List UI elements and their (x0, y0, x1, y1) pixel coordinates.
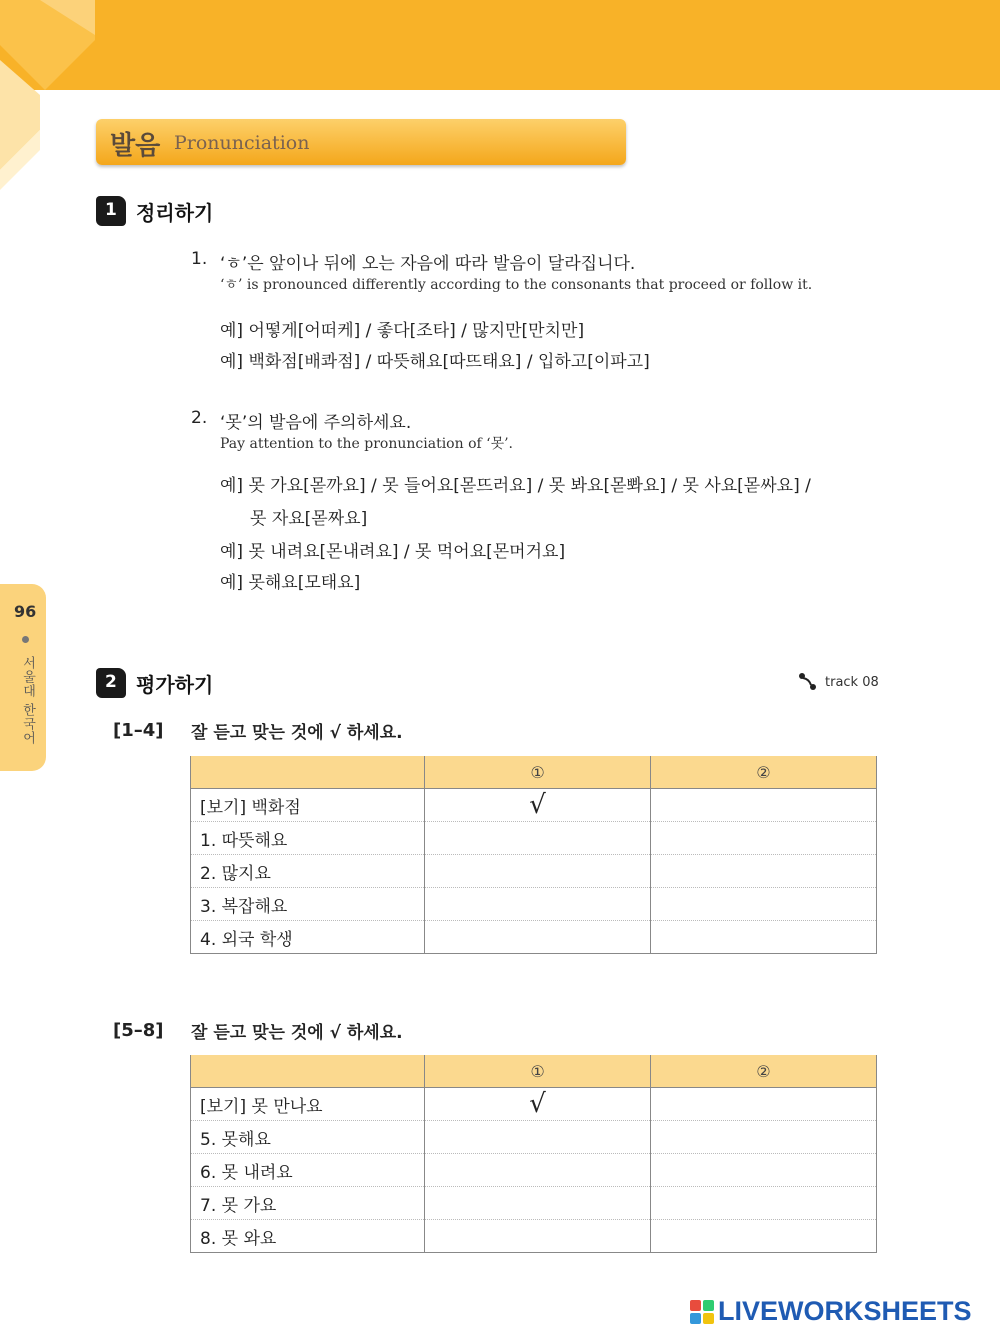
row-label: 1. 따뜻해요 (191, 822, 425, 855)
logo-icon (690, 1300, 714, 1324)
page-number: 96 (14, 602, 37, 621)
section-title-korean: 발음 (110, 131, 161, 161)
logo-text: LIVEWORKSHEETS (718, 1296, 972, 1326)
question-range: [1–4] (113, 720, 164, 741)
table-header-row (191, 1055, 877, 1088)
row-label: 2. 많지요 (191, 855, 425, 888)
corner-decoration (0, 0, 100, 200)
table-header-option-2: ② (650, 1055, 876, 1088)
question-group-1-heading (113, 718, 403, 743)
headphone-icon (797, 671, 819, 693)
evaluation-heading-label: 평가하기 (136, 672, 214, 697)
row-label: [보기] 못 만나요 (191, 1088, 425, 1121)
answer-cell-option-1[interactable] (425, 789, 650, 822)
answer-cell-option-2[interactable] (650, 1220, 876, 1253)
answer-cell-option-2[interactable] (650, 1154, 876, 1187)
rule-2-number: 2. (191, 408, 208, 428)
evaluation-heading (96, 667, 213, 699)
table-header-row (191, 756, 877, 789)
question-instruction: 잘 듣고 맞는 것에 √ 하세요. (191, 1023, 403, 1043)
rule-2-example-2: 예] 못 내려요[몬내려요] / 못 먹어요[몬머거요] (220, 542, 566, 562)
rule-1-number: 1. (191, 249, 208, 269)
rule-2-english: Pay attention to the pronunciation of ‘못’. (220, 436, 514, 452)
table-header-option-1: ① (425, 1055, 650, 1088)
liveworksheets-logo (690, 1296, 972, 1327)
top-banner-bar (0, 0, 1000, 90)
page-dot (22, 636, 29, 643)
audio-track[interactable] (797, 671, 879, 693)
rule-1-example-1: 예] 어떻게[어떠케] / 좋다[조타] / 많지만[만치만] (220, 321, 585, 341)
answer-cell-option-2[interactable] (650, 855, 876, 888)
table-row (191, 1154, 877, 1187)
row-label: 8. 못 와요 (191, 1220, 425, 1253)
table-row (191, 1220, 877, 1253)
answer-cell-option-2[interactable] (650, 1187, 876, 1220)
table-row (191, 888, 877, 921)
answer-cell-option-2[interactable] (650, 1088, 876, 1121)
table-row (191, 1121, 877, 1154)
rule-1-korean: ‘ㅎ’은 앞이나 뒤에 오는 자음에 따라 발음이 달라집니다. (220, 254, 636, 274)
rule-2-example-1: 예] 못 가요[몯까요] / 못 들어요[몯뜨러요] / 못 봐요[몯뽜요] / 못 사요[몯싸요] / (220, 476, 811, 496)
row-label: 4. 외국 학생 (191, 921, 425, 954)
answer-cell-option-2[interactable] (650, 888, 876, 921)
row-label: [보기] 백화점 (191, 789, 425, 822)
answer-cell-option-1[interactable] (425, 1187, 650, 1220)
note-icon: 2 (96, 668, 126, 698)
table-header-cell (191, 1055, 425, 1088)
answer-cell-option-2[interactable] (650, 789, 876, 822)
table-row (191, 855, 877, 888)
table-row (191, 1088, 877, 1121)
answer-cell-option-1[interactable] (425, 1220, 650, 1253)
summary-heading (96, 195, 213, 227)
table-header-cell (191, 756, 425, 789)
answer-cell-option-2[interactable] (650, 921, 876, 954)
section-title-english: Pronunciation (174, 132, 310, 154)
answer-cell-option-1[interactable] (425, 1088, 650, 1121)
book-title: 서울대 한국어 (20, 656, 35, 746)
table-row (191, 789, 877, 822)
question-range: [5–8] (113, 1020, 164, 1041)
answer-cell-option-1[interactable] (425, 822, 650, 855)
answer-cell-option-1[interactable] (425, 855, 650, 888)
answer-cell-option-2[interactable] (650, 822, 876, 855)
section-title-banner (96, 119, 626, 165)
question-group-2-heading (113, 1018, 403, 1043)
row-label: 7. 못 가요 (191, 1187, 425, 1220)
track-label: track 08 (825, 674, 879, 690)
rule-2-example-1-cont: 못 자요[몯짜요] (250, 509, 368, 529)
table-row (191, 1187, 877, 1220)
table-header-option-2: ② (650, 756, 876, 789)
answer-cell-option-1[interactable] (425, 921, 650, 954)
check-mark: √ (529, 1089, 546, 1119)
check-mark: √ (529, 790, 546, 820)
rule-2-example-3: 예] 못해요[모태요] (220, 573, 361, 593)
row-label: 5. 못해요 (191, 1121, 425, 1154)
answer-cell-option-1[interactable] (425, 888, 650, 921)
rule-1-example-2: 예] 백화점[배콰점] / 따뜻해요[따뜨태요] / 입하고[이파고] (220, 352, 650, 372)
summary-heading-label: 정리하기 (136, 200, 214, 225)
answer-cell-option-1[interactable] (425, 1121, 650, 1154)
table-row (191, 921, 877, 954)
question-instruction: 잘 듣고 맞는 것에 √ 하세요. (191, 723, 403, 743)
table-row (191, 822, 877, 855)
answer-table-2 (190, 1055, 877, 1253)
row-label: 6. 못 내려요 (191, 1154, 425, 1187)
rule-1-english: ‘ㅎ’ is pronounced differently according to the consonants that proceed or follow it. (220, 277, 813, 293)
row-label: 3. 복잡해요 (191, 888, 425, 921)
rule-2-korean: ‘못’의 발음에 주의하세요. (220, 413, 412, 433)
answer-table-1 (190, 756, 877, 954)
table-header-option-1: ① (425, 756, 650, 789)
answer-cell-option-2[interactable] (650, 1121, 876, 1154)
answer-cell-option-1[interactable] (425, 1154, 650, 1187)
note-icon: 1 (96, 196, 126, 226)
